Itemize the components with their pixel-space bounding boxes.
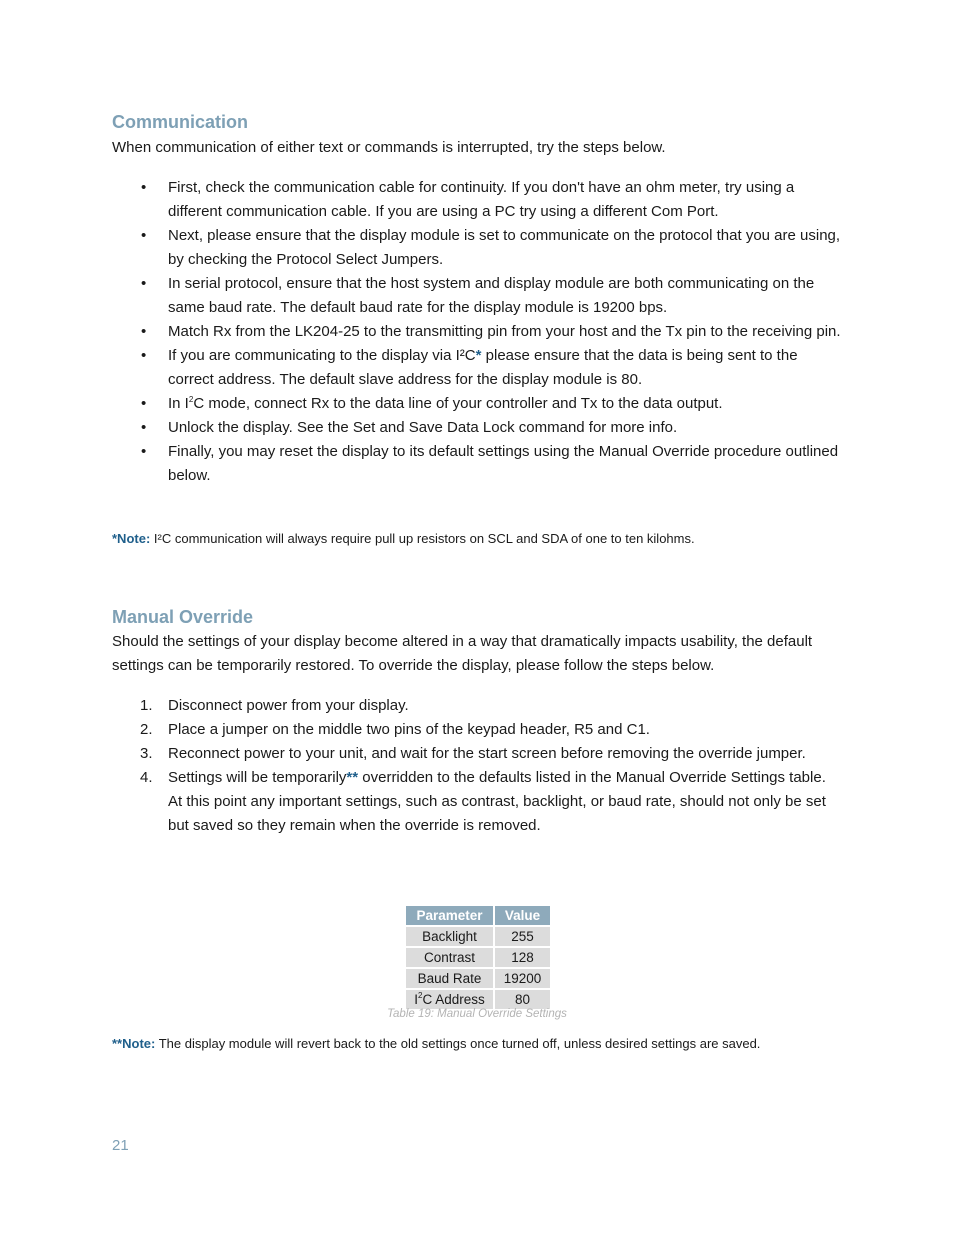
step-number: 4. xyxy=(140,769,153,786)
note-label: *Note: xyxy=(112,531,151,546)
table-row xyxy=(406,969,550,988)
table-row xyxy=(406,990,550,1009)
list-item: 4. Settings will be temporarily** overridden to the defaults listed in the Manual Override Settings table. At this point any important settings, such as contrast, backlight, or baud rate, should not only be set but saved so they remain when the override is removed. xyxy=(112,766,842,838)
footnote-star: ** xyxy=(346,769,359,786)
parameter-cell: $I^2C$ Address xyxy=(406,990,493,1009)
page-number: 21 xyxy=(112,1137,129,1154)
list-item: 3. Reconnect power to your unit, and wait for the start screen before removing the override jumper. xyxy=(112,742,842,766)
list-item: • If you are communicating to the display via I²C* please ensure that the data is being sent to the correct address. The default slave address for the display module is 80. xyxy=(112,344,842,392)
table-caption: Table 19: Manual Override Settings xyxy=(387,1008,567,1020)
communication-intro: When communication of either text or commands is interrupted, try the steps below. xyxy=(112,139,666,156)
column-header-parameter: Parameter xyxy=(406,906,493,925)
note-label: **Note: xyxy=(112,1036,156,1051)
parameter-cell: Contrast xyxy=(406,948,493,967)
bullet-marker: • xyxy=(141,443,147,460)
bullet-marker: • xyxy=(141,323,147,340)
bullet-marker: • xyxy=(141,179,147,196)
list-item: 2. Place a jumper on the middle two pins of the keypad header, R5 and C1. xyxy=(112,718,842,742)
table-header-row xyxy=(406,906,550,925)
value-cell: 128 xyxy=(495,948,550,967)
list-item: • In $I^2C$ mode, connect Rx to the data line of your controller and Tx to the data output. xyxy=(112,392,842,416)
bullet-marker: • xyxy=(141,395,147,412)
manual-override-intro: Should the settings of your display become altered in a way that dramatically impacts usability, the default settings can be temporarily restored. To override the display, please follow the steps below. xyxy=(112,633,813,674)
manual-override-settings-table xyxy=(404,904,552,1011)
step-number: 2. xyxy=(140,721,153,738)
manual-override-steps xyxy=(112,694,842,838)
table-row xyxy=(406,927,550,946)
override-note: **Note: The display module will revert back to the old settings once turned off, unless desired settings are saved. xyxy=(112,1036,761,1051)
list-item: • Unlock the display. See the Set and Save Data Lock command for more info. xyxy=(112,416,842,440)
bullet-marker: • xyxy=(141,419,147,436)
bullet-marker: • xyxy=(141,275,147,292)
parameter-cell: Backlight xyxy=(406,927,493,946)
list-item: • In serial protocol, ensure that the host system and display module are both communicating on the same baud rate. The default baud rate for the display module is 19200 bps. xyxy=(112,272,842,320)
communication-bullet-list xyxy=(112,176,842,488)
value-cell: 80 xyxy=(495,990,550,1009)
value-cell: 19200 xyxy=(495,969,550,988)
parameter-cell: Baud Rate xyxy=(406,969,493,988)
bullet-marker: • xyxy=(141,227,147,244)
list-item: 1. Disconnect power from your display. xyxy=(112,694,842,718)
list-item: • Match Rx from the LK204-25 to the transmitting pin from your host and the Tx pin to the receiving pin. xyxy=(112,320,842,344)
bullet-marker: • xyxy=(141,347,147,364)
footnote-star: * xyxy=(475,347,482,364)
list-item: • Next, please ensure that the display module is set to communicate on the protocol that you are using, by checking the Protocol Select Jumpers. xyxy=(112,224,842,272)
table-row xyxy=(406,948,550,967)
list-item: • First, check the communication cable for continuity. If you don't have an ohm meter, try using a different communication cable. If you are using a PC try using a different Com Port. xyxy=(112,176,842,224)
step-number: 1. xyxy=(140,697,153,714)
step-number: 3. xyxy=(140,745,153,762)
communication-heading: Communication xyxy=(112,112,249,132)
manual-override-heading: Manual Override xyxy=(112,607,254,627)
column-header-value: Value xyxy=(495,906,550,925)
communication-note: *Note: I²C communication will always require pull up resistors on SCL and SDA of one to ten kilohms. xyxy=(112,531,695,546)
list-item: • Finally, you may reset the display to its default settings using the Manual Override procedure outlined below. xyxy=(112,440,842,488)
value-cell: 255 xyxy=(495,927,550,946)
